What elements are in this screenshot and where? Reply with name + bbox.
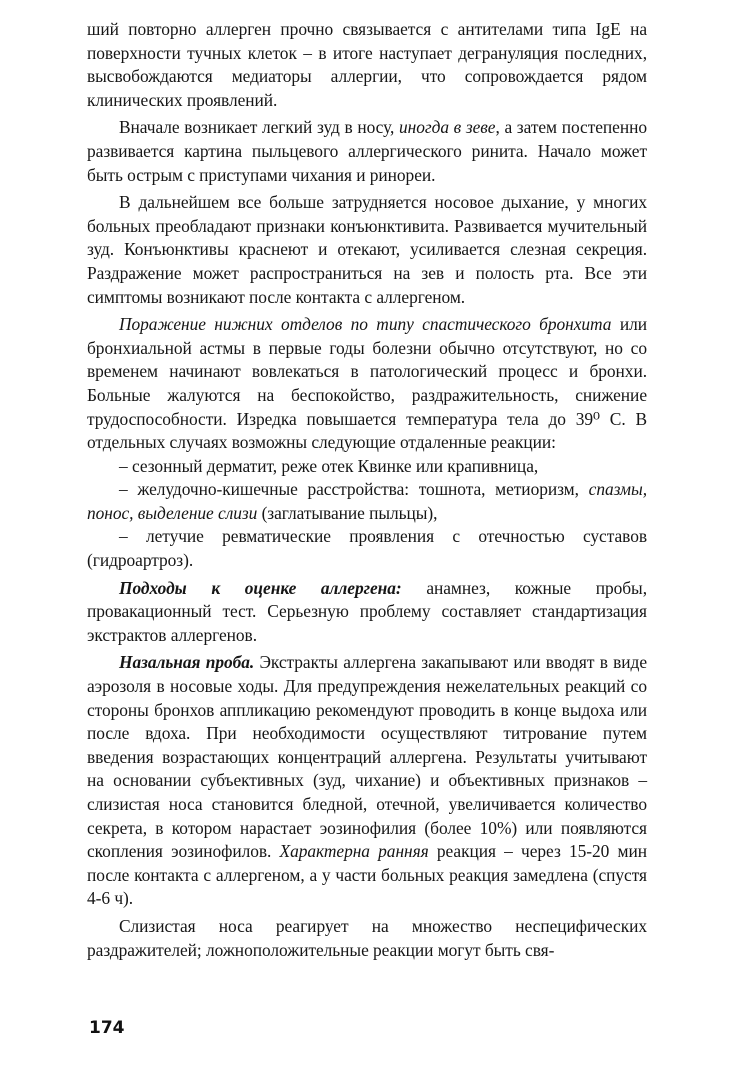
page-number: 174 [89,1018,125,1038]
list-item-gastro [87,478,647,525]
paragraph-7-text: Слизистая носа реагирует на множество неспецифических раздражителей; ложноположительные реакции могут быть свя- [87,915,647,960]
paragraph-4-italic: Поражение нижних отделов по типу спастического бронхита [119,314,612,335]
list-item-rheumatic [87,525,647,572]
paragraph-5 [87,577,647,648]
paragraph-4 [87,313,647,455]
paragraph-5-text: анамнез, кожные пробы, провакационный тест. Серьезную проблему составляет стандартизация экстрактов аллергенов. [87,577,647,645]
paragraph-5-heading: Подходы к оценке аллергена: [119,577,402,598]
paragraph-2 [87,116,647,187]
list-item-gastro-text-a: – желудочно-кишечные расстройства: тошнота, метиоризм, [119,479,589,500]
list-item-dermatitis [87,455,647,479]
list-item-gastro-text-c: (заглатывание пыльцы), [257,502,438,523]
list-item-gastro-italic: спазмы, понос, выделение слизи [87,479,647,523]
list-item-dermatitis-text: – сезонный дерматит, реже отек Квинке или крапивница, [119,455,539,476]
paragraph-7 [87,915,647,962]
paragraph-6-italic: Характерна ранняя [279,841,429,862]
paragraph-2-italic: иногда в зеве [399,117,496,138]
paragraph-3-text: В дальнейшем все больше затрудняется носовое дыхание, у многих больных преобладают признаки конъюнктивита. Развивается мучительный зуд. Конъюнктивы краснеют и отекают, усиливается слезная секреция. Раздражение может распространиться на зев и полость рта. Все эти симптомы возникают после контакта с аллергеном. [87,192,647,307]
paragraph-4-text: или бронхиальной астмы в первые годы болезни обычно отсутствуют, но со временем начинают вовлекаться в патологический процесс и бронхи. Больные жалуются на беспокойство, раздражительность, снижение трудоспособности. Изредка повышается температура тела до 39⁰ С. В отдельных случаях возможны следующие отдаленные реакции: [87,314,647,453]
paragraph-1 [87,18,647,112]
page-body [87,18,647,962]
paragraph-6-text-d: реакция – через 15-20 мин после контакта с аллергеном, а у части больных реакция замедлена (спустя 4-6 ч). [87,841,647,909]
paragraph-6-text-b: Экстракты аллергена закапывают или вводят в виде аэрозоля в носовые ходы. Для предупреждения нежелательных реакций со стороны бронхов аппликацию рекомендуют проводить в конце выдоха или после вдоха. При необходимости осуществляют титрование путем введения возрастающих концентраций аллергена. Результаты учитывают на основании субъективных (зуд, чихание) и объективных признаков – слизистая носа становится бледной, отечной, увеличивается количество секрета, в котором нарастает эозинофилия (более 10%) или появляются скопления эозинофилов. [87,652,647,862]
paragraph-6 [87,651,647,911]
paragraph-1-text: ший повторно аллерген прочно связывается с антителами типа IgE на поверхности тучных клеток – в итоге наступает дегрануляция последних, высвобождаются медиаторы аллергии, что сопровождается рядом клинических проявлений. [87,19,647,110]
paragraph-6-heading: Назальная проба. [119,652,255,673]
list-item-rheumatic-text: – летучие ревматические проявления с отечностью суставов (гидроартроз). [87,526,647,571]
paragraph-2-text-c: , а затем постепенно развивается картина пыльцевого аллергического ринита. Начало может быть острым с приступами чихания и ринореи. [87,117,647,185]
paragraph-2-text-a: Вначале возникает легкий зуд в носу, [119,117,399,138]
paragraph-3 [87,191,647,309]
